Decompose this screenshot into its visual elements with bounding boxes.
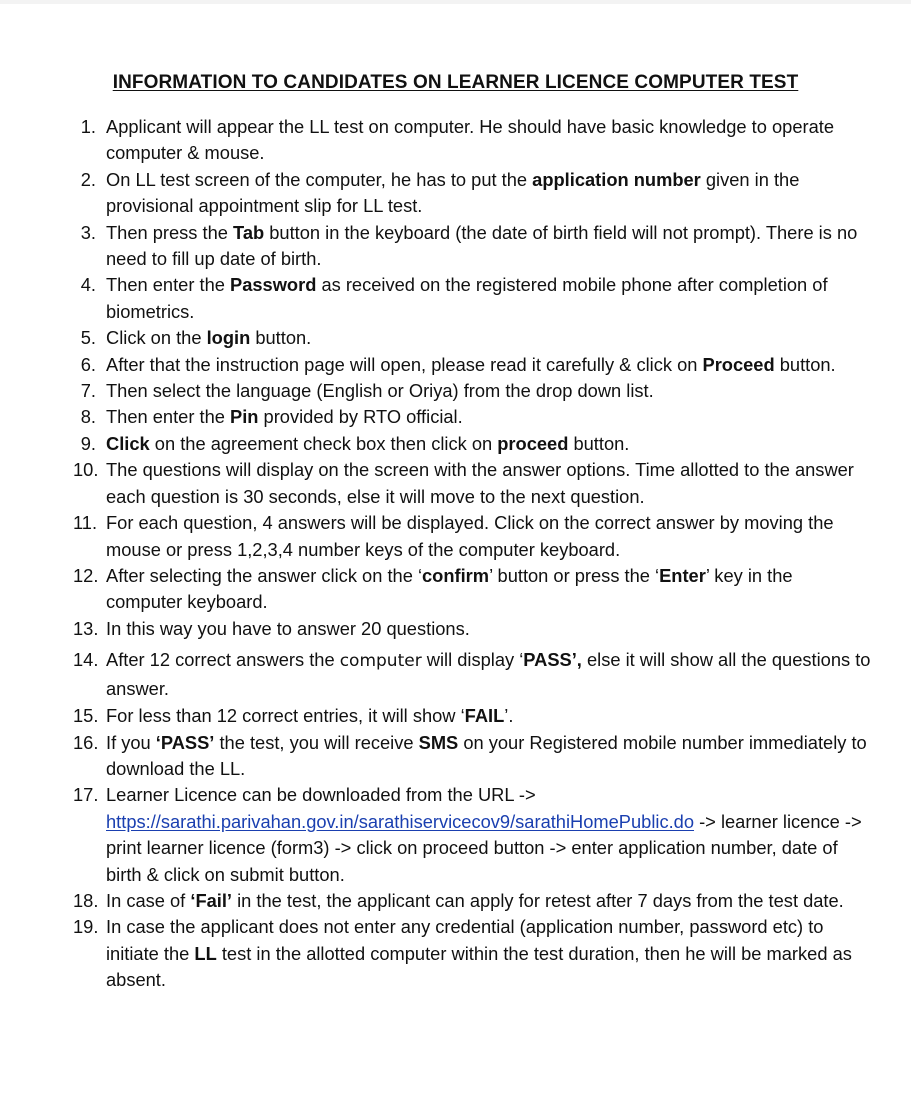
item-bold-text: ‘Fail’ [190, 889, 233, 911]
item-number: 4. [80, 274, 96, 296]
item-text: After 12 correct answers the [106, 649, 340, 671]
item-text: ’ key in the computer keyboard. [106, 564, 793, 613]
item-text: in the test, the applicant can apply for retest after 7 days from the test date. [232, 889, 844, 911]
item-bold-text: Password [230, 274, 317, 296]
item-number: 1. [80, 116, 96, 137]
list-item [0, 510, 911, 563]
item-text: After selecting the answer click on the ‘ [106, 564, 423, 586]
item-bold-text: Proceed [702, 353, 775, 375]
list-item [0, 616, 911, 642]
list-item [0, 730, 911, 783]
instruction-list [0, 114, 911, 994]
item-text: Then press the [106, 221, 234, 243]
item-text: the test, you will receive [214, 731, 419, 753]
item-bold-text: Enter [659, 564, 706, 586]
item-bold-text: FAIL [464, 705, 505, 727]
list-item [0, 352, 911, 378]
item-text: on your Registered mobile number immediately to download the LL. [106, 731, 867, 779]
item-text: button. [774, 353, 836, 375]
item-bold-text: SMS [418, 731, 459, 753]
item-bold-text: ‘PASS’ [155, 731, 215, 753]
item-text: ’. [504, 705, 514, 727]
item-text: will display ‘ [421, 649, 524, 671]
item-bold-text: Tab [233, 221, 265, 243]
item-number: 5. [80, 327, 96, 349]
item-text: ’ button or press the ‘ [489, 564, 660, 586]
list-item [0, 220, 911, 273]
item-bold-text: Click [106, 432, 150, 454]
item-number: 11. [73, 512, 98, 534]
item-number: 7. [80, 380, 96, 402]
item-text: else it will show all the questions to answer. [106, 649, 871, 700]
item-bold-text: LL [194, 942, 217, 964]
list-item [0, 703, 911, 729]
list-item [0, 457, 911, 510]
list-item [0, 888, 911, 914]
item-bold-text: login [206, 327, 251, 349]
item-text: provided by RTO official. [258, 406, 463, 428]
item-text: Then enter the [106, 274, 230, 296]
list-item [0, 914, 911, 993]
item-bold-text: proceed [497, 432, 569, 454]
item-text: button. [568, 432, 630, 454]
item-number: 10. [73, 459, 99, 481]
item-number: 14. [73, 649, 99, 671]
item-number: 3. [80, 221, 96, 243]
item-text: button in the keyboard (the date of birth field will not prompt). There is no need to fill up date of birth. [106, 221, 858, 270]
item-number: 18. [73, 889, 99, 911]
item-text: Then select the language (English or Oriya) from the drop down list. [106, 380, 654, 402]
list-item [0, 272, 911, 325]
item-bold-text: confirm [422, 564, 490, 586]
item-bold-text: application number [532, 168, 701, 190]
item-number: 13. [73, 617, 99, 639]
item-text: as received on the registered mobile phone after completion of biometrics. [106, 274, 828, 322]
item-text: button. [250, 327, 312, 349]
item-number: 6. [80, 353, 96, 375]
item-number: 19. [73, 916, 99, 938]
list-item [0, 404, 911, 430]
item-text: On LL test screen of the computer, he has to put the [106, 168, 533, 190]
item-number: 16. [73, 731, 99, 753]
item-text: In this way you have to answer 20 questions. [106, 617, 470, 639]
sarathi-url-link[interactable]: https://sarathi.parivahan.gov.in/sarathiservicecov9/sarathiHomePublic.do [106, 810, 695, 832]
item-text: Then enter the [106, 406, 230, 428]
item-text: test in the allotted computer within the test duration, then he will be marked as absent. [106, 942, 852, 991]
item-number: 15. [73, 705, 99, 727]
item-text: For less than 12 correct entries, it will show ‘ [106, 705, 465, 727]
item-number: 17. [73, 784, 99, 806]
item-number: 2. [80, 168, 96, 190]
item-number: 9. [80, 432, 96, 454]
item-text: In case of [106, 889, 191, 911]
item-text: given in the provisional appointment slip for LL test. [106, 168, 800, 217]
list-item [0, 431, 911, 457]
list-item [0, 325, 911, 351]
item-text: on the agreement check box then click on [149, 432, 498, 454]
item-bold-text: Pin [230, 406, 259, 428]
item-bold-text: PASS’, [523, 649, 582, 671]
top-edge [0, 0, 911, 4]
item-number: 8. [80, 406, 96, 428]
list-item [0, 167, 911, 220]
page-title: INFORMATION TO CANDIDATES ON LEARNER LICENCE COMPUTER TEST [112, 72, 799, 93]
item-number: 12. [73, 564, 99, 586]
item-text: After that the instruction page will open, please read it carefully & click on [106, 353, 703, 375]
list-item [0, 563, 911, 616]
item-text: computer [339, 651, 422, 672]
item-text: In case the applicant does not enter any credential (application number, password etc) to initiate the [106, 916, 824, 964]
item-text: If you [106, 731, 156, 753]
list-item [0, 646, 911, 703]
list-item [0, 114, 911, 167]
list-item [0, 782, 911, 888]
item-text: For each question, 4 answers will be displayed. Click on the correct answer by moving the mouse or press 1,2,3,4 number keys of the computer keyboard. [106, 512, 834, 560]
item-text: Learner Licence can be downloaded from the URL -> [106, 784, 536, 806]
item-text: The questions will display on the screen with the answer options. Time allotted to the answer each question is 30 seconds, else it will move to the next question. [106, 459, 854, 507]
item-text: Click on the [106, 327, 207, 349]
item-text: Applicant will appear the LL test on computer. He should have basic knowledge to operate computer & mouse. [106, 116, 834, 164]
item-text: -> learner licence -> print learner licence (form3) -> click on proceed button -> enter application number, date of birth & click on submit button. [106, 810, 862, 885]
list-item [0, 378, 911, 404]
